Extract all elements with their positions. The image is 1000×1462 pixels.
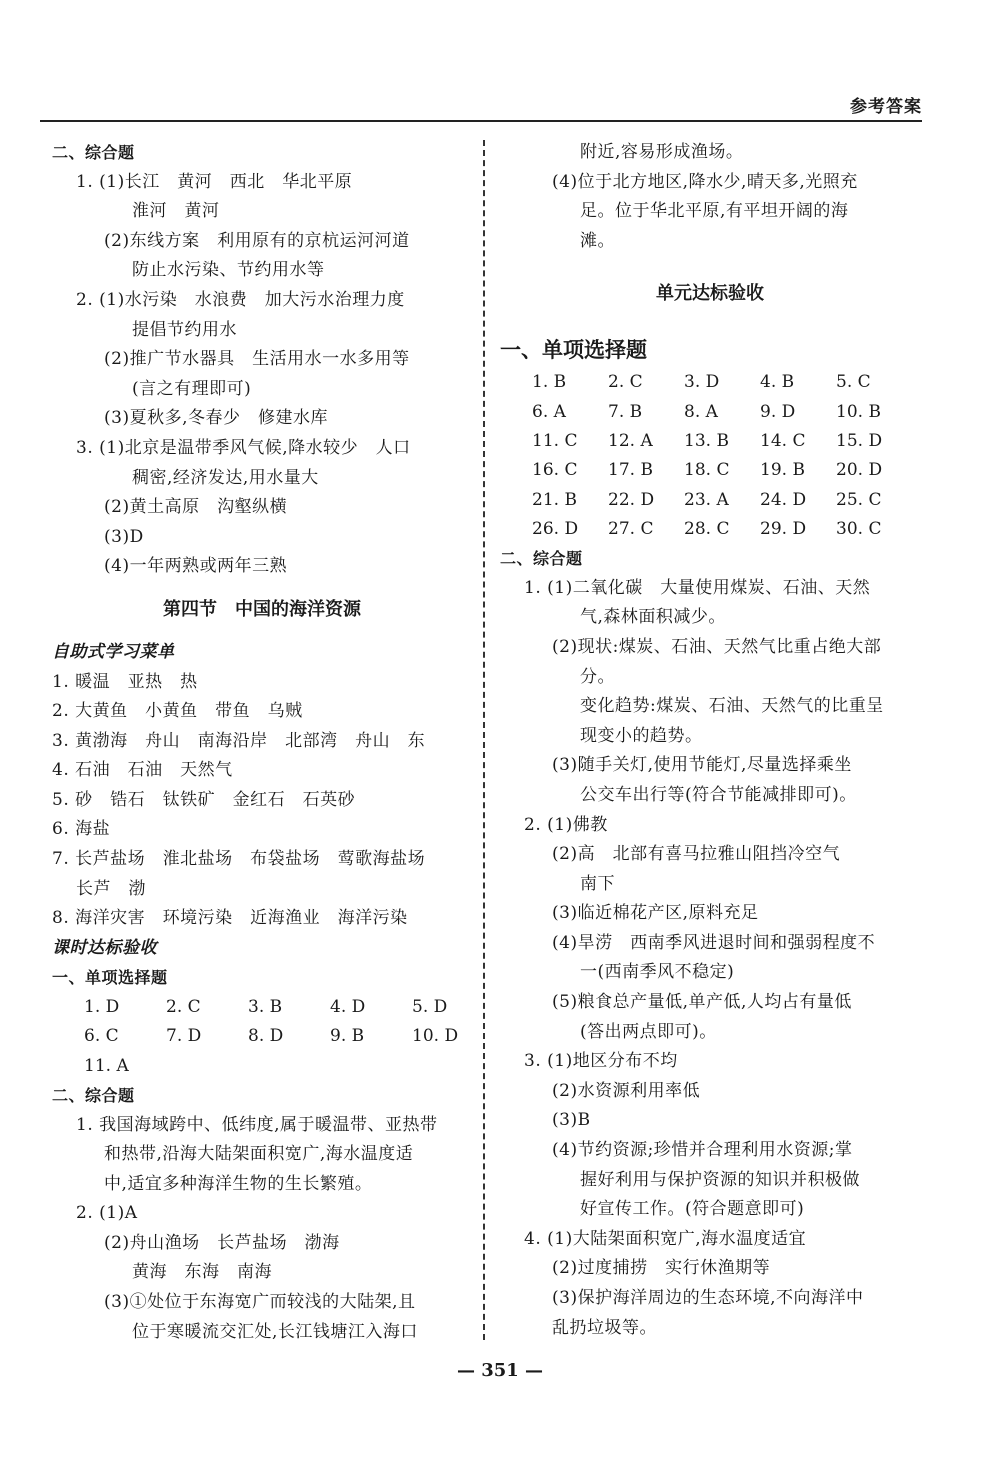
- answer-line: (3)①处位于东海宽广而较浅的大陆架,且: [104, 1292, 416, 1313]
- answer-item: 29. D: [760, 518, 807, 539]
- right-column: [500, 138, 920, 1343]
- answer-item: 16. C: [532, 460, 578, 481]
- page-number: — 351 —: [456, 1360, 544, 1381]
- answer-line: 4. (1)大陆架面积宽广,海水温度适宜: [524, 1228, 807, 1249]
- answer-item: 25. C: [836, 489, 882, 510]
- answer-item: 6. A: [532, 401, 566, 422]
- answer-item: 30. C: [836, 518, 882, 539]
- answer-grid: [52, 993, 494, 1081]
- single-choice-heading: 一、单项选择题: [52, 968, 168, 988]
- answer-item: 4. B: [760, 372, 795, 393]
- answer-item: 8. A: [684, 401, 718, 422]
- answer-item: 20. D: [836, 460, 883, 481]
- answer-line: (3)B: [552, 1110, 591, 1131]
- answer-line: 2. (1)佛教: [524, 814, 608, 835]
- answer-item: 10. B: [836, 401, 881, 422]
- answer-line: 提倡节约用水: [132, 319, 237, 340]
- answer-item: 5. D: [412, 997, 448, 1018]
- answer-line: (4)旱涝 西南季风进退时间和强弱程度不: [552, 932, 876, 953]
- answer-line: 2. (1)A: [76, 1203, 138, 1224]
- answer-line: 1. (1)长江 黄河 西北 华北平原: [76, 171, 353, 192]
- answer-item: 19. B: [760, 460, 805, 481]
- answer-line: 南下: [580, 873, 615, 894]
- answer-line: (2)过度捕捞 实行休渔期等: [552, 1258, 771, 1279]
- unit-title: 单元达标验收: [656, 283, 764, 305]
- answer-item: 11. A: [84, 1055, 129, 1076]
- answer-item: 9. D: [760, 401, 796, 422]
- answer-line: 足。位于华北平原,有平坦开阔的海: [580, 201, 849, 222]
- answer-item: 12. A: [608, 430, 653, 451]
- answer-line: 和热带,沿海大陆架面积宽广,海水温度适: [104, 1144, 414, 1165]
- answer-item: 23. A: [684, 489, 729, 510]
- answer-line: (2)高 北部有喜马拉雅山阻挡冷空气: [552, 844, 841, 865]
- answer-line: 3. 黄渤海 舟山 南海沿岸 北部湾 舟山 东: [52, 730, 426, 751]
- answer-line: 黄海 东海 南海: [132, 1262, 272, 1283]
- answer-line: 滩。: [580, 230, 615, 251]
- answer-line: (4)节约资源;珍惜并合理利用水资源;掌: [552, 1140, 853, 1161]
- answer-line: (5)粮食总产量低,单产低,人均占有量低: [552, 992, 852, 1013]
- answer-item: 2. C: [166, 997, 201, 1018]
- answer-line: (答出两点即可)。: [580, 1021, 717, 1042]
- answer-line: 1. (1)二氧化碳 大量使用煤炭、石油、天然: [524, 577, 871, 598]
- answer-item: 24. D: [760, 489, 807, 510]
- answer-line: 6. 海盐: [52, 819, 111, 840]
- answer-line: 5. 砂 锆石 钛铁矿 金红石 石英砂: [52, 789, 356, 810]
- section-heading: 二、综合题: [500, 549, 583, 569]
- answer-line: 防止水污染、节约用水等: [132, 260, 325, 281]
- answer-item: 10. D: [412, 1026, 459, 1047]
- answer-line: (4)位于北方地区,降水少,晴天多,光照充: [552, 171, 858, 192]
- answer-item: 17. B: [608, 460, 653, 481]
- answer-line: 2. (1)水污染 水浪费 加大污水治理力度: [76, 289, 405, 310]
- column-divider: [483, 140, 485, 1340]
- answer-item: 3. B: [248, 997, 283, 1018]
- left-column: [52, 138, 472, 1347]
- answer-line: 4. 石油 石油 天然气: [52, 760, 233, 781]
- answer-line: 一(西南季风不稳定): [580, 962, 735, 983]
- answer-line: 3. (1)地区分布不均: [524, 1051, 678, 1072]
- answer-grid: [500, 368, 912, 544]
- section-heading: 二、综合题: [52, 143, 135, 162]
- answer-line: (2)黄土高原 沟壑纵横: [104, 497, 288, 518]
- answer-item: 22. D: [608, 489, 655, 510]
- answer-item: 3. D: [684, 372, 720, 393]
- study-menu-heading: 自助式学习菜单: [52, 641, 175, 662]
- answer-item: 27. C: [608, 518, 654, 539]
- answer-line: 中,适宜多种海洋生物的生长繁殖。: [104, 1173, 373, 1194]
- answer-item: 1. D: [84, 997, 120, 1018]
- single-choice-heading: 一、单项选择题: [500, 338, 647, 363]
- answer-item: 21. B: [532, 489, 577, 510]
- answer-line: 乱扔垃圾等。: [552, 1317, 657, 1338]
- answer-line: 附近,容易形成渔场。: [580, 142, 744, 162]
- answer-line: 稠密,经济发达,用水量大: [132, 467, 319, 488]
- answer-line: 3. (1)北京是温带季风气候,降水较少 人口: [76, 437, 411, 458]
- answer-item: 7. D: [166, 1026, 202, 1047]
- answer-line: 1. 暖温 亚热 热: [52, 671, 198, 692]
- answer-line: (言之有理即可): [132, 378, 252, 399]
- answer-item: 15. D: [836, 430, 883, 451]
- answer-line: 2. 大黄鱼 小黄鱼 带鱼 乌贼: [52, 701, 303, 722]
- answer-item: 14. C: [760, 430, 806, 451]
- answer-item: 7. B: [608, 401, 643, 422]
- answer-line: (2)推广节水器具 生活用水一水多用等: [104, 349, 410, 370]
- check-heading: 课时达标验收: [52, 937, 157, 958]
- answer-item: 13. B: [684, 430, 729, 451]
- answer-line: (4)一年两熟或两年三熟: [104, 556, 288, 577]
- answer-line: 分。: [580, 666, 615, 687]
- answer-line: 握好利用与保护资源的知识并积极做: [580, 1169, 860, 1190]
- answer-line: (2)舟山渔场 长芦盐场 渤海: [104, 1232, 340, 1253]
- answer-item: 9. B: [330, 1026, 365, 1047]
- answer-line: (3)临近棉花产区,原料充足: [552, 903, 759, 924]
- answer-line: 公交车出行等(符合节能减排即可)。: [580, 784, 857, 805]
- answer-line: (3)D: [104, 526, 144, 547]
- answer-line: (3)夏秋多,冬春少 修建水库: [104, 408, 328, 429]
- answer-line: (2)现状:煤炭、石油、天然气比重占绝大部: [552, 636, 882, 657]
- answer-line: (2)东线方案 利用原有的京杭运河河道: [104, 230, 410, 251]
- answer-line: 淮河 黄河: [132, 201, 220, 222]
- answer-line: 位于寒暖流交汇处,长江钱塘江入海口: [132, 1321, 418, 1342]
- answer-line: 气,森林面积减少。: [580, 607, 726, 628]
- answer-item: 28. C: [684, 518, 730, 539]
- section-heading: 二、综合题: [52, 1085, 135, 1105]
- answer-line: (2)水资源利用率低: [552, 1080, 701, 1101]
- answer-item: 5. C: [836, 372, 871, 393]
- answer-line: 长芦 渤: [76, 878, 146, 899]
- answer-item: 8. D: [248, 1026, 284, 1047]
- answer-item: 18. C: [684, 460, 730, 481]
- header-rule: [40, 120, 922, 122]
- answer-item: 1. B: [532, 372, 567, 393]
- answer-line: 8. 海洋灾害 环境污染 近海渔业 海洋污染: [52, 908, 408, 929]
- answer-line: 7. 长芦盐场 淮北盐场 布袋盐场 莺歌海盐场: [52, 849, 426, 870]
- answer-line: 变化趋势:煤炭、石油、天然气的比重呈: [580, 696, 884, 717]
- answer-line: (3)随手关灯,使用节能灯,尽量选择乘坐: [552, 755, 852, 776]
- answer-item: 11. C: [532, 430, 578, 451]
- answer-item: 26. D: [532, 518, 579, 539]
- answer-line: 现变小的趋势。: [580, 725, 703, 746]
- answer-line: 好宣传工作。(符合题意即可): [580, 1199, 805, 1220]
- page-header-title: 参考答案: [850, 97, 922, 117]
- answer-item: 2. C: [608, 372, 643, 393]
- answer-line: (3)保护海洋周边的生态环境,不向海洋中: [552, 1288, 864, 1308]
- answer-item: 4. D: [330, 997, 366, 1018]
- section-title: 第四节 中国的海洋资源: [163, 598, 361, 620]
- answer-item: 6. C: [84, 1026, 119, 1047]
- answer-line: 1. 我国海域跨中、低纬度,属于暖温带、亚热带: [76, 1114, 438, 1135]
